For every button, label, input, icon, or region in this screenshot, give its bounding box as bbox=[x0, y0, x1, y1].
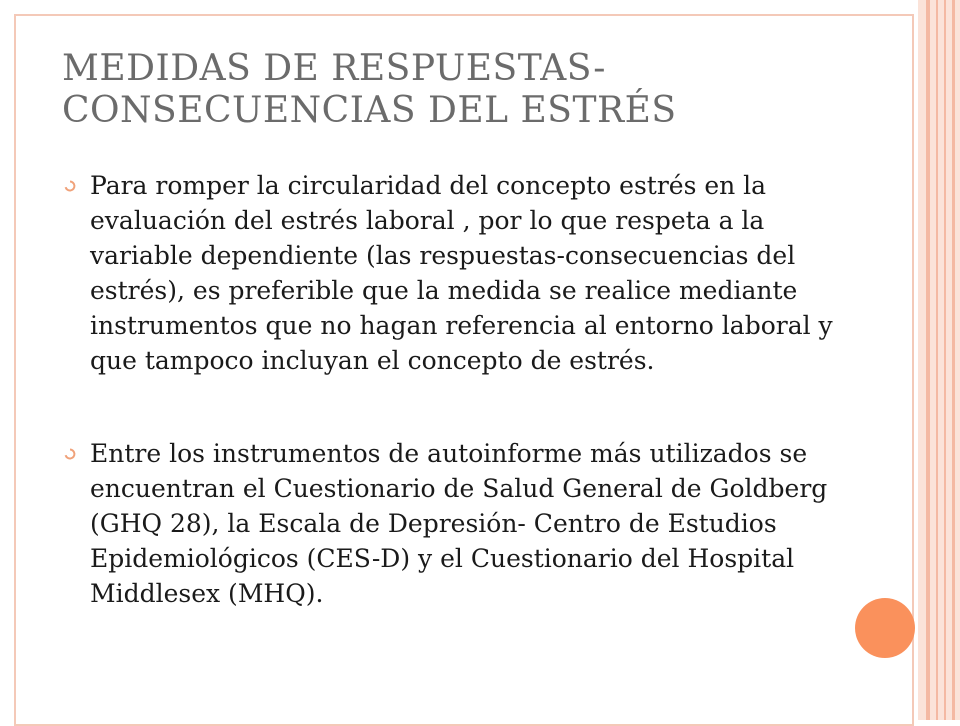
decorative-circle bbox=[855, 598, 915, 658]
ring-bullet-icon bbox=[64, 448, 76, 460]
slide-title bbox=[62, 48, 862, 132]
title-line-2: CONSECUENCIAS DEL ESTRÉS bbox=[62, 90, 677, 131]
stripe bbox=[936, 0, 938, 720]
bullet-item bbox=[62, 168, 842, 378]
stripe bbox=[944, 0, 946, 720]
bullet-list bbox=[62, 168, 842, 611]
bullet-item bbox=[62, 436, 842, 611]
stripe bbox=[926, 0, 930, 720]
bullet-text: Entre los instrumentos de autoinforme más utilizados se encuentran el Cuestionario de Salud General de Goldberg (GHQ 28), la Escala de Depresión- Centro de Estudios Epidemiológicos (CES-D) y el Cuestionario del Hospital Middlesex (MHQ). bbox=[90, 439, 828, 608]
stripe bbox=[952, 0, 955, 720]
decorative-side-stripes bbox=[918, 0, 960, 720]
ring-bullet-icon bbox=[64, 180, 76, 192]
title-line-1: MEDIDAS DE RESPUESTAS- bbox=[62, 48, 606, 89]
bullet-text: Para romper la circularidad del concepto estrés en la evaluación del estrés laboral , por lo que respeta a la variable dependiente (las respuestas-consecuencias del estrés), es preferible que la medida se realice mediante instrumentos que no hagan referencia al entorno laboral y que tampoco incluyan el concepto de estrés. bbox=[90, 171, 833, 375]
